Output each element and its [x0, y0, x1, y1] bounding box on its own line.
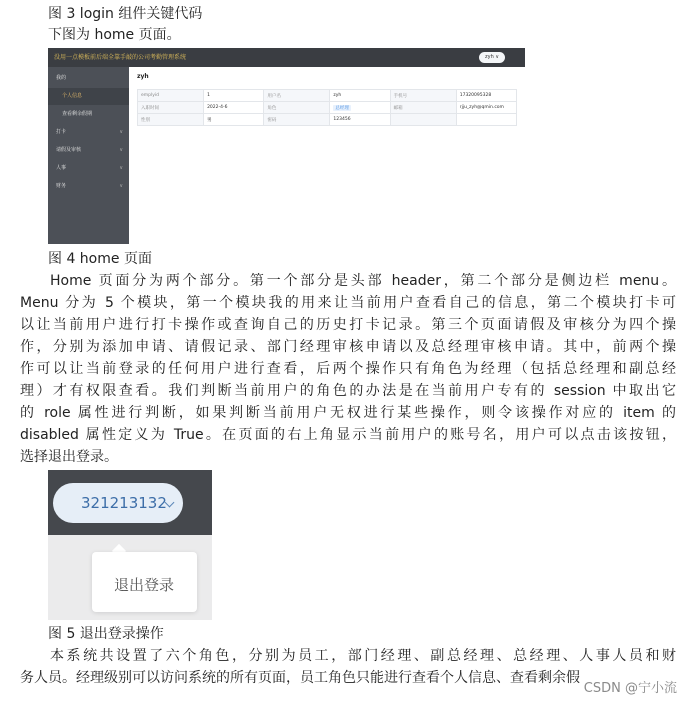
paragraph-line: Home 页面分为两个部分。第一个部分是头部 header，第二个部分是侧边栏 menu。 [50, 273, 676, 289]
sidebar-item-label: 我的 [56, 75, 67, 81]
sidebar-item[interactable] [48, 160, 129, 177]
app-title: 没用一点模板前后端全靠手敲的公司考勤管理系统 [54, 54, 187, 61]
home-description-paragraph [20, 270, 676, 468]
chevron-down-icon: ∨ [119, 147, 123, 153]
sidebar-item[interactable] [48, 88, 129, 105]
field-value: 2022-4-6 [204, 102, 264, 114]
app-header [48, 48, 525, 67]
field-label: 入职时间 [138, 102, 204, 114]
chevron-down-icon: ∨ [119, 183, 123, 189]
paragraph-line: disabled 属性定义为 True。在页面的右上角显示当前用户的账号名，用户可以点击该按钮， [20, 427, 676, 443]
caption-figure-4: 图 4 home 页面 [48, 251, 152, 267]
sidebar-item[interactable] [48, 124, 129, 141]
logout-screenshot [48, 470, 212, 620]
table-row [138, 102, 517, 114]
table-row [138, 90, 517, 102]
field-value: 123456 [330, 114, 390, 126]
account-dropdown-button[interactable] [53, 483, 183, 523]
paragraph-line: 作可以让当前登录的任何用户进行查看，后两个操作只有角色为经理（包括总经理和副总经 [20, 361, 676, 377]
caption-figure-3: 图 3 login 组件关键代码 [48, 6, 203, 22]
paragraph-line: 务人员。经理级别可以访问系统的所有页面，员工角色只能进行查看个人信息、查看剩余假 [20, 670, 580, 686]
home-page-screenshot [48, 48, 525, 244]
roles-paragraph [20, 645, 676, 689]
sidebar-menu [48, 67, 129, 244]
table-row [138, 114, 517, 126]
profile-username: zyh [137, 73, 149, 80]
sidebar-item-label: 人事 [56, 165, 67, 171]
paragraph-line: Menu 分为 5 个模块，第一个模块我的用来让当前用户查看自己的信息，第二个模块打卡可 [20, 295, 676, 311]
field-label: 用户名 [264, 90, 330, 102]
chevron-down-icon: ∨ [119, 165, 123, 171]
field-value [330, 102, 390, 114]
field-label: 邮箱 [390, 102, 456, 114]
sidebar-item[interactable] [48, 178, 129, 195]
paragraph-line: 的 role 属性进行判断，如果判断当前用户无权进行某些操作，则令该操作对应的 item 的 [20, 405, 676, 421]
field-value: 17320095328 [456, 90, 516, 102]
field-label: 角色 [264, 102, 330, 114]
sidebar-item[interactable] [48, 106, 129, 123]
sidebar-item-label: 打卡 [56, 129, 67, 135]
sidebar-item[interactable] [48, 70, 129, 87]
field-value: zyh [330, 90, 390, 102]
logout-menu-item[interactable]: 退出登录 [114, 576, 175, 594]
field-value: rjju_zyh@qmin.com [456, 102, 516, 114]
sidebar-item[interactable] [48, 142, 129, 159]
field-label: 密码 [264, 114, 330, 126]
watermark: CSDN @宁小流 [583, 681, 677, 696]
sidebar-item-label: 财务 [56, 183, 67, 189]
field-label: 性别 [138, 114, 204, 126]
caption-figure-5: 图 5 退出登录操作 [48, 626, 164, 642]
sidebar-item-label: 请假及审核 [56, 147, 82, 153]
field-value [456, 114, 516, 126]
paragraph-line: 本系统共设置了六个角色，分别为员工，部门经理、副总经理、总经理、人事人员和财 [50, 648, 676, 664]
paragraph-line: 理）才有权限查看。我们判断当前用户的角色的办法是在当前用户专有的 session 中取出它 [20, 383, 676, 399]
logout-popup [92, 552, 197, 612]
sidebar-item-label: 查看剩余假期 [62, 111, 93, 117]
main-content [129, 67, 525, 244]
field-label: emplyid [138, 90, 204, 102]
paragraph-line: 选择退出登录。 [20, 449, 118, 465]
role-tag: 总经理 [335, 105, 349, 111]
field-value: 男 [204, 114, 264, 126]
user-menu-button[interactable]: zyh ∨ [479, 52, 505, 63]
field-value: 1 [204, 90, 264, 102]
intro-home-text: 下图为 home 页面。 [48, 27, 181, 43]
sidebar-item-label: 个人信息 [62, 93, 83, 99]
account-name: 321213132 [81, 494, 167, 512]
paragraph-line: 以让当前用户进行打卡操作或查询自己的历史打卡记录。第三个页面请假及审核分为四个操 [20, 317, 676, 333]
chevron-down-icon: ∨ [119, 129, 123, 135]
field-label: 手机号 [390, 90, 456, 102]
profile-info-table [137, 89, 517, 126]
paragraph-line: 作，分别为添加申请、请假记录、部门经理审核申请以及总经理审核申请。其中，前两个操 [20, 339, 676, 355]
field-label [390, 114, 456, 126]
